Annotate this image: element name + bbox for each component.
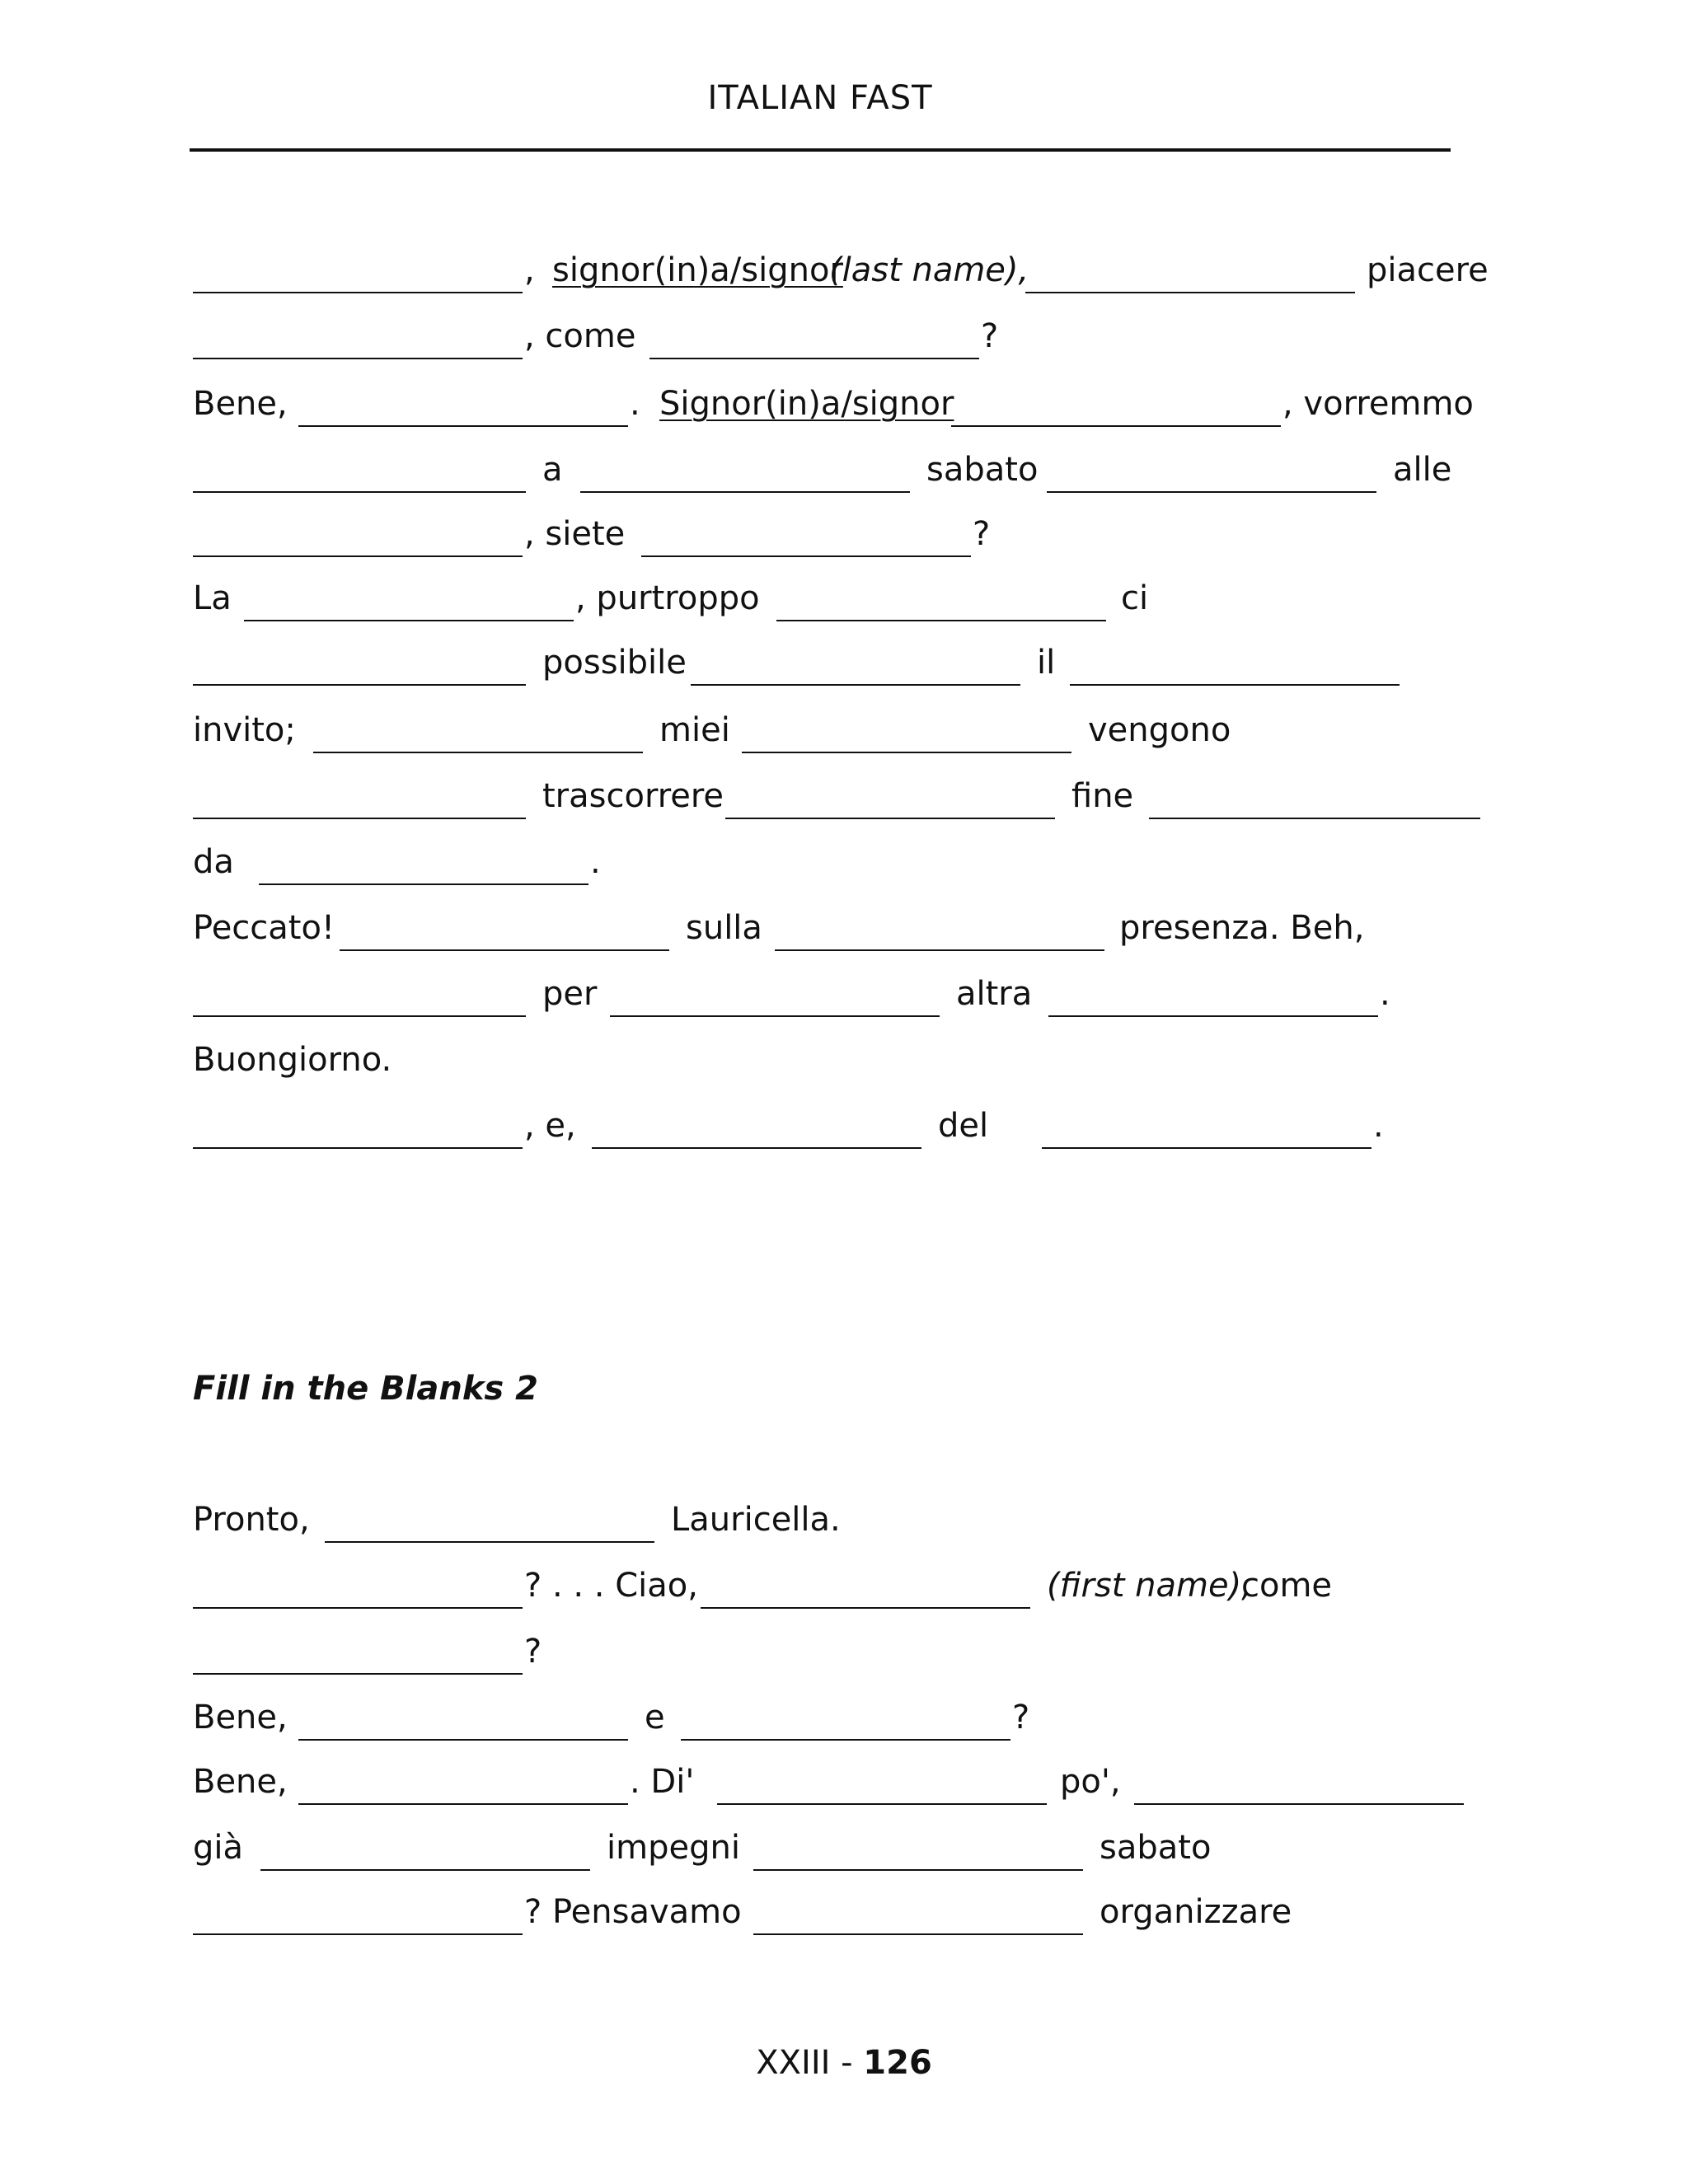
header-rule xyxy=(190,148,1451,152)
blank[interactable] xyxy=(649,358,979,359)
blank[interactable] xyxy=(775,949,1104,951)
text: , xyxy=(524,251,535,289)
text: fine xyxy=(1071,777,1134,815)
text: già xyxy=(193,1829,244,1867)
blank[interactable] xyxy=(753,1869,1083,1871)
text: . Di' xyxy=(630,1763,695,1801)
text: ? xyxy=(981,317,999,355)
blank[interactable] xyxy=(610,1015,940,1017)
blank[interactable] xyxy=(193,555,523,557)
text: organizzare xyxy=(1100,1893,1292,1931)
blank[interactable] xyxy=(193,1147,523,1149)
text: , siete xyxy=(524,515,626,553)
text: possibile xyxy=(542,644,687,682)
blank[interactable] xyxy=(592,1147,921,1149)
blank[interactable] xyxy=(193,1607,523,1609)
text: ? Pensavamo xyxy=(524,1893,742,1931)
text: Bene, xyxy=(193,385,288,423)
text: ? xyxy=(524,1633,542,1671)
text: signor(in)a/signor xyxy=(552,251,843,289)
text: trascorrere xyxy=(542,777,724,815)
text: ci xyxy=(1121,579,1149,617)
blank[interactable] xyxy=(325,1541,654,1543)
text: altra xyxy=(956,975,1033,1013)
text: vengono xyxy=(1088,711,1231,749)
blank[interactable] xyxy=(244,620,574,621)
text: . xyxy=(630,385,640,423)
blank[interactable] xyxy=(193,684,526,686)
text: sulla xyxy=(686,909,762,947)
blank[interactable] xyxy=(260,1869,590,1871)
section-title: Fill in the Blanks 2 xyxy=(193,1370,538,1408)
blank[interactable] xyxy=(1149,818,1480,819)
text: e xyxy=(645,1699,665,1736)
text: ? . . . Ciao, xyxy=(524,1567,698,1605)
blank[interactable] xyxy=(193,292,523,293)
blank[interactable] xyxy=(193,1673,523,1675)
text: ? xyxy=(1012,1699,1030,1736)
text: il xyxy=(1037,644,1056,682)
text: del xyxy=(938,1107,989,1145)
text: . xyxy=(1380,975,1390,1013)
blank[interactable] xyxy=(641,555,971,557)
text: sabato xyxy=(926,451,1039,489)
blank[interactable] xyxy=(717,1803,1047,1805)
blank[interactable] xyxy=(259,883,588,885)
blank[interactable] xyxy=(1048,1015,1378,1017)
blank[interactable] xyxy=(742,752,1071,753)
text: , vorremmo xyxy=(1282,385,1474,423)
text: piacere xyxy=(1367,251,1489,289)
text: miei xyxy=(659,711,730,749)
text: po', xyxy=(1060,1763,1121,1801)
text: a xyxy=(542,451,563,489)
blank[interactable] xyxy=(193,1015,526,1017)
text: (first name), xyxy=(1047,1567,1252,1605)
blank[interactable] xyxy=(1134,1803,1464,1805)
blank[interactable] xyxy=(1042,1147,1372,1149)
text: Bene, xyxy=(193,1699,288,1736)
text: Peccato! xyxy=(193,909,335,947)
text: sabato xyxy=(1100,1829,1212,1867)
blank[interactable] xyxy=(298,1739,628,1741)
blank[interactable] xyxy=(1047,491,1376,493)
text: invito; xyxy=(193,711,296,749)
page-header: ITALIAN FAST xyxy=(707,79,933,117)
blank[interactable] xyxy=(580,491,910,493)
blank[interactable] xyxy=(1025,292,1355,293)
blank[interactable] xyxy=(193,1933,523,1935)
blank[interactable] xyxy=(313,752,643,753)
text: Bene, xyxy=(193,1763,288,1801)
text: ? xyxy=(973,515,991,553)
text: . xyxy=(1373,1107,1384,1145)
text: Lauricella. xyxy=(671,1501,841,1539)
text: , purtroppo xyxy=(575,579,760,617)
text: da xyxy=(193,843,234,881)
text: La xyxy=(193,579,232,617)
text: presenza. Beh, xyxy=(1119,909,1365,947)
blank[interactable] xyxy=(298,1803,628,1805)
blank[interactable] xyxy=(193,818,526,819)
text: (last name), xyxy=(829,251,1029,289)
blank[interactable] xyxy=(193,358,523,359)
blank[interactable] xyxy=(725,818,1055,819)
blank[interactable] xyxy=(776,620,1106,621)
page-footer xyxy=(0,2044,1688,2082)
text: , come xyxy=(524,317,636,355)
text: Buongiorno. xyxy=(193,1041,392,1079)
text: alle xyxy=(1393,451,1452,489)
blank[interactable] xyxy=(681,1739,1010,1741)
text: impegni xyxy=(607,1829,740,1867)
blank[interactable] xyxy=(193,491,526,493)
blank[interactable] xyxy=(701,1607,1030,1609)
blank[interactable] xyxy=(1070,684,1400,686)
blank[interactable] xyxy=(298,425,628,427)
blank[interactable] xyxy=(691,684,1020,686)
text: per xyxy=(542,975,598,1013)
text: Pronto, xyxy=(193,1501,310,1539)
text: come xyxy=(1241,1567,1333,1605)
text: . xyxy=(590,843,601,881)
blank[interactable] xyxy=(753,1933,1083,1935)
text: Signor(in)a/signor xyxy=(659,385,954,423)
blank[interactable] xyxy=(951,425,1281,427)
chapter-label: XXIII - xyxy=(756,2044,864,2082)
blank[interactable] xyxy=(340,949,669,951)
page-number: 126 xyxy=(863,2044,932,2082)
text: , e, xyxy=(524,1107,576,1145)
